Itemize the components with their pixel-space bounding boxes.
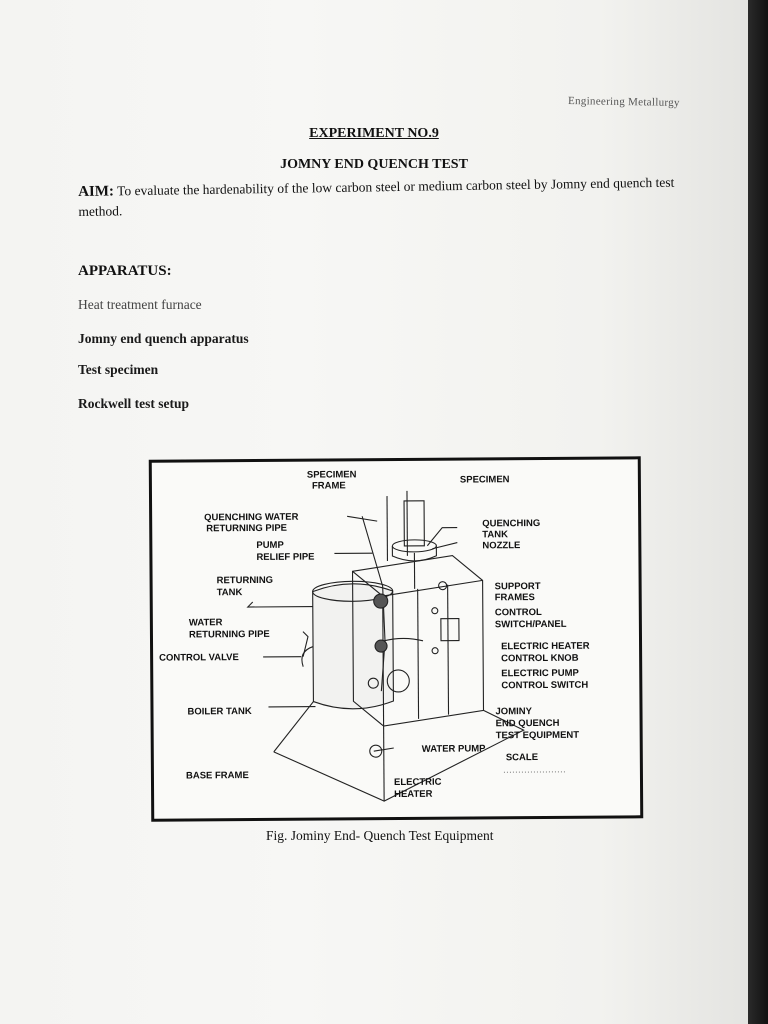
label-electric-heater: ELECTRIC (393, 776, 442, 789)
label-quenching-water-2: RETURNING PIPE (206, 522, 288, 535)
label-heater-knob-2: CONTROL KNOB (501, 652, 579, 665)
aim-label: AIM: (78, 183, 115, 200)
label-support: SUPPORT (494, 580, 541, 593)
label-boiler-tank: BOILER TANK (187, 706, 252, 718)
label-control-valve: CONTROL VALVE (159, 652, 239, 664)
label-water-pump: WATER PUMP (421, 743, 486, 755)
label-jominy-3: TEST EQUIPMENT (495, 729, 580, 742)
experiment-number: EXPERIMENT NO.9 (309, 126, 439, 141)
apparatus-figure (149, 456, 644, 821)
apparatus-item: Test specimen (78, 362, 159, 377)
label-pump-relief: PUMP (256, 539, 284, 551)
label-electric-heater-2: HEATER (394, 788, 433, 801)
label-water-returning-2: RETURNING PIPE (188, 628, 270, 641)
apparatus-heading: APPARATUS: (78, 263, 172, 279)
apparatus-item: Rockwell test setup (78, 396, 189, 411)
label-specimen-frame-2: FRAME (311, 480, 346, 492)
page-edge-shadow (748, 0, 768, 1024)
aim-text: To evaluate the hardenability of the low carbon steel or medium carbon steel by Jomny end quench test method. (78, 174, 675, 219)
label-base-frame: BASE FRAME (185, 770, 249, 782)
apparatus-item: Jomny end quench apparatus (78, 331, 249, 346)
running-header: Engineering Metallurgy (568, 95, 681, 109)
label-pump-switch-2: CONTROL SWITCH (501, 679, 589, 692)
figure-caption: Fig. Jominy End- Quench Test Equipment (266, 828, 494, 843)
label-specimen-frame: SPECIMEN (306, 469, 357, 481)
label-quenching-tank: QUENCHING (482, 517, 541, 530)
label-returning-tank: RETURNING (216, 574, 274, 587)
label-pump-relief-2: RELIEF PIPE (256, 551, 315, 563)
label-specimen: SPECIMEN (459, 474, 510, 486)
experiment-title: JOMNY END QUENCH TEST (280, 157, 468, 172)
label-jominy: JOMINY (495, 706, 532, 718)
apparatus-item: Heat treatment furnace (78, 297, 202, 312)
label-support-2: FRAMES (494, 592, 535, 604)
aim-paragraph (78, 172, 699, 222)
label-returning-tank-2: TANK (216, 587, 243, 599)
apparatus-diagram (152, 459, 640, 818)
label-heater-knob: ELECTRIC HEATER (501, 640, 590, 653)
label-pump-switch: ELECTRIC PUMP (501, 667, 579, 680)
label-control: CONTROL (494, 606, 542, 619)
label-quenching-tank-2: TANK (482, 529, 509, 541)
label-quenching-water: QUENCHING WATER (204, 511, 299, 524)
label-scale: SCALE (505, 752, 539, 764)
label-control-2: SWITCH/PANEL (494, 618, 567, 631)
label-water-returning: WATER (188, 617, 223, 629)
label-nozzle: NOZZLE (482, 540, 521, 552)
label-jominy-2: END QUENCH (495, 717, 560, 730)
